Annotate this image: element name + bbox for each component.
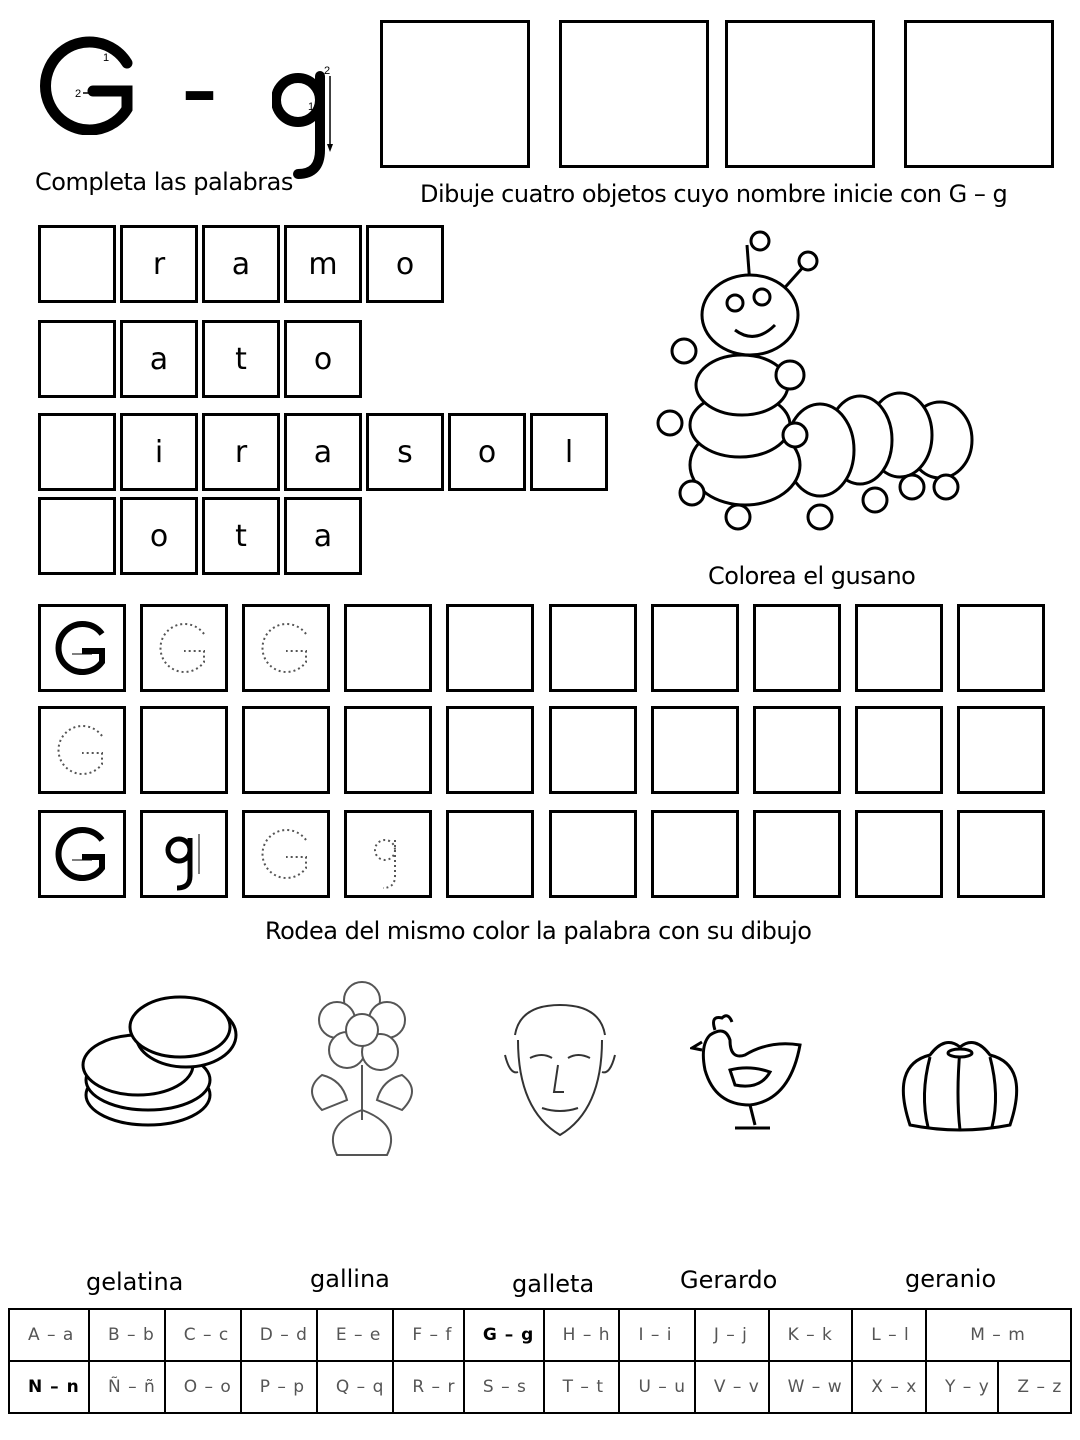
tracing-box[interactable] [957, 810, 1045, 898]
missing-letter-box[interactable] [38, 320, 116, 398]
cookies-icon [78, 995, 243, 1135]
alphabet-cell: S – s [464, 1361, 544, 1413]
alphabet-cell: Q – q [317, 1361, 393, 1413]
drawing-box-1[interactable] [380, 20, 530, 168]
tracing-box[interactable] [140, 604, 228, 692]
alphabet-cell: W – w [769, 1361, 853, 1413]
tracing-box[interactable] [753, 604, 841, 692]
svg-text:1: 1 [308, 101, 315, 113]
alphabet-cell: I – i [619, 1309, 694, 1361]
instruction-color: Colorea el gusano [708, 562, 916, 590]
letter-box: t [202, 497, 280, 575]
tracing-box[interactable] [344, 604, 432, 692]
alphabet-cell: C – c [165, 1309, 241, 1361]
letter-box: s [366, 413, 444, 491]
letter-box: r [202, 413, 280, 491]
alphabet-cell: E – e [317, 1309, 393, 1361]
instruction-complete: Completa las palabras [35, 168, 293, 196]
letter-box: a [202, 225, 280, 303]
tracing-box[interactable] [242, 604, 330, 692]
letter-box: o [448, 413, 526, 491]
tracing-box[interactable] [855, 810, 943, 898]
alphabet-cell: Y – y [926, 1361, 998, 1413]
alphabet-cell: J – j [695, 1309, 769, 1361]
letter-box: a [284, 497, 362, 575]
alphabet-row-1 [9, 1309, 1071, 1361]
svg-text:2: 2 [75, 88, 82, 100]
tracing-box[interactable] [651, 810, 739, 898]
tracing-box[interactable] [344, 810, 432, 898]
word-option-geranio[interactable]: geranio [905, 1265, 997, 1293]
alphabet-cell: R – r [393, 1361, 464, 1413]
svg-text:2: 2 [324, 65, 331, 77]
letter-box: a [120, 320, 198, 398]
word-option-gerardo[interactable]: Gerardo [680, 1266, 778, 1294]
alphabet-cell: O – o [165, 1361, 241, 1413]
tracing-box[interactable] [446, 706, 534, 794]
alphabet-cell: M – m [926, 1309, 1071, 1361]
missing-letter-box[interactable] [38, 497, 116, 575]
tracing-box[interactable] [855, 706, 943, 794]
alphabet-cell: Ñ – ñ [89, 1361, 165, 1413]
letter-box: l [530, 413, 608, 491]
alphabet-cell: K – k [769, 1309, 853, 1361]
tracing-box[interactable] [855, 604, 943, 692]
tracing-box[interactable] [38, 604, 126, 692]
alphabet-cell: F – f [393, 1309, 464, 1361]
word-option-gelatina[interactable]: gelatina [86, 1268, 184, 1296]
header-dash: – [182, 50, 217, 132]
jelly-icon [890, 1035, 1030, 1135]
word-option-gallina[interactable]: gallina [310, 1265, 390, 1293]
alphabet-cell: H – h [544, 1309, 620, 1361]
tracing-box[interactable] [344, 706, 432, 794]
alphabet-cell-highlight: G – g [464, 1309, 544, 1361]
caterpillar-icon [650, 225, 980, 545]
tracing-box[interactable] [242, 810, 330, 898]
svg-text:1: 1 [103, 52, 110, 64]
tracing-box[interactable] [446, 810, 534, 898]
alphabet-cell: L – l [852, 1309, 926, 1361]
word-option-galleta[interactable]: galleta [512, 1270, 595, 1298]
letter-g-upper-stroke-guide [35, 35, 145, 135]
tracing-box[interactable] [446, 604, 534, 692]
alphabet-cell: A – a [9, 1309, 89, 1361]
letter-g-lower-stroke-guide [272, 62, 342, 182]
letter-box: o [120, 497, 198, 575]
man-face-icon [500, 1000, 620, 1145]
letter-box: a [284, 413, 362, 491]
tracing-box[interactable] [242, 706, 330, 794]
letter-box: i [120, 413, 198, 491]
tracing-box[interactable] [549, 810, 637, 898]
drawing-box-4[interactable] [904, 20, 1054, 168]
drawing-box-3[interactable] [725, 20, 875, 168]
tracing-box[interactable] [549, 706, 637, 794]
tracing-box[interactable] [753, 810, 841, 898]
letter-box: m [284, 225, 362, 303]
hen-icon [690, 1010, 810, 1135]
alphabet-row-2 [9, 1361, 1071, 1413]
tracing-box[interactable] [38, 706, 126, 794]
letter-box: o [366, 225, 444, 303]
tracing-box[interactable] [957, 604, 1045, 692]
alphabet-cell: T – t [544, 1361, 620, 1413]
letter-box: o [284, 320, 362, 398]
alphabet-table [8, 1308, 1072, 1414]
missing-letter-box[interactable] [38, 413, 116, 491]
tracing-box[interactable] [140, 810, 228, 898]
alphabet-cell: B – b [89, 1309, 165, 1361]
alphabet-cell: V – v [695, 1361, 769, 1413]
geranium-icon [292, 970, 432, 1165]
tracing-box[interactable] [651, 706, 739, 794]
tracing-box[interactable] [140, 706, 228, 794]
instruction-draw: Dibuje cuatro objetos cuyo nombre inicie con G – g [420, 180, 1008, 208]
letter-box: t [202, 320, 280, 398]
alphabet-cell: D – d [241, 1309, 317, 1361]
alphabet-cell: U – u [619, 1361, 694, 1413]
instruction-circle: Rodea del mismo color la palabra con su dibujo [265, 917, 812, 945]
alphabet-cell: X – x [852, 1361, 926, 1413]
alphabet-cell-highlight: N – n [9, 1361, 89, 1413]
tracing-box[interactable] [38, 810, 126, 898]
drawing-box-2[interactable] [559, 20, 709, 168]
letter-box: r [120, 225, 198, 303]
missing-letter-box[interactable] [38, 225, 116, 303]
tracing-box[interactable] [753, 706, 841, 794]
tracing-box[interactable] [957, 706, 1045, 794]
tracing-box[interactable] [651, 604, 739, 692]
tracing-box[interactable] [549, 604, 637, 692]
alphabet-cell: Z – z [998, 1361, 1071, 1413]
alphabet-cell: P – p [241, 1361, 317, 1413]
